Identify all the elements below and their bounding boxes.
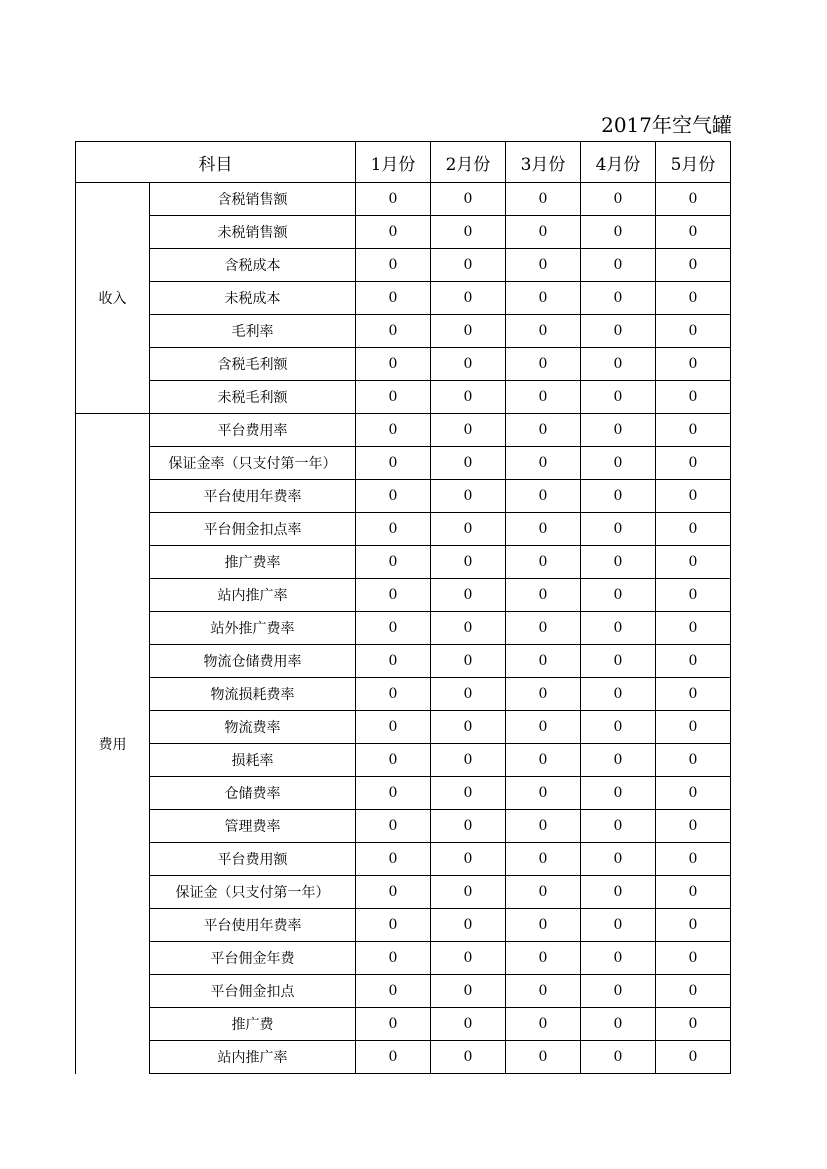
cell-month-1: 0 [356, 216, 431, 249]
cell-month-5: 0 [656, 183, 731, 216]
cell-month-1: 0 [356, 381, 431, 414]
cell-month-1: 0 [356, 249, 431, 282]
row-label: 平台费用额 [150, 843, 356, 876]
cell-month-2: 0 [431, 348, 506, 381]
table-row [76, 975, 731, 1008]
row-label: 物流费率 [150, 711, 356, 744]
row-label: 平台佣金扣点率 [150, 513, 356, 546]
cell-month-2: 0 [431, 711, 506, 744]
cell-month-3: 0 [506, 1008, 581, 1041]
cell-month-4: 0 [581, 876, 656, 909]
cell-month-1: 0 [356, 909, 431, 942]
cell-month-3: 0 [506, 843, 581, 876]
cell-month-4: 0 [581, 282, 656, 315]
table-row [76, 579, 731, 612]
table-row [76, 777, 731, 810]
cell-month-5: 0 [656, 216, 731, 249]
cell-month-1: 0 [356, 810, 431, 843]
header-subject: 科目 [76, 142, 356, 183]
cell-month-1: 0 [356, 744, 431, 777]
header-month-1: 1月份 [356, 142, 431, 183]
table-row [76, 876, 731, 909]
cell-month-4: 0 [581, 513, 656, 546]
cell-month-4: 0 [581, 942, 656, 975]
cell-month-5: 0 [656, 975, 731, 1008]
header-month-2: 2月份 [431, 142, 506, 183]
row-label: 保证金率（只支付第一年） [150, 447, 356, 480]
cell-month-5: 0 [656, 777, 731, 810]
cell-month-1: 0 [356, 348, 431, 381]
cell-month-4: 0 [581, 1008, 656, 1041]
header-month-3: 3月份 [506, 142, 581, 183]
row-label: 保证金（只支付第一年） [150, 876, 356, 909]
cell-month-1: 0 [356, 447, 431, 480]
cell-month-2: 0 [431, 612, 506, 645]
row-label: 站内推广率 [150, 579, 356, 612]
cell-month-4: 0 [581, 777, 656, 810]
cell-month-1: 0 [356, 183, 431, 216]
cell-month-4: 0 [581, 1041, 656, 1074]
cell-month-5: 0 [656, 282, 731, 315]
table-row [76, 1008, 731, 1041]
cell-month-3: 0 [506, 1041, 581, 1074]
cell-month-2: 0 [431, 678, 506, 711]
cell-month-5: 0 [656, 249, 731, 282]
row-label: 未税销售额 [150, 216, 356, 249]
cell-month-2: 0 [431, 546, 506, 579]
cell-month-4: 0 [581, 315, 656, 348]
cell-month-1: 0 [356, 678, 431, 711]
table-row [76, 447, 731, 480]
cell-month-5: 0 [656, 876, 731, 909]
cell-month-2: 0 [431, 975, 506, 1008]
cell-month-1: 0 [356, 546, 431, 579]
cell-month-3: 0 [506, 645, 581, 678]
cell-month-5: 0 [656, 843, 731, 876]
cell-month-3: 0 [506, 513, 581, 546]
cell-month-2: 0 [431, 315, 506, 348]
cell-month-4: 0 [581, 348, 656, 381]
table-row [76, 249, 731, 282]
cell-month-1: 0 [356, 777, 431, 810]
row-label: 平台佣金年费 [150, 942, 356, 975]
table-row [76, 645, 731, 678]
row-label: 站内推广率 [150, 1041, 356, 1074]
cell-month-1: 0 [356, 579, 431, 612]
cell-month-1: 0 [356, 1008, 431, 1041]
cell-month-2: 0 [431, 579, 506, 612]
cell-month-2: 0 [431, 876, 506, 909]
cell-month-2: 0 [431, 282, 506, 315]
cell-month-5: 0 [656, 744, 731, 777]
cell-month-5: 0 [656, 678, 731, 711]
cell-month-1: 0 [356, 1041, 431, 1074]
cell-month-3: 0 [506, 975, 581, 1008]
cell-month-1: 0 [356, 612, 431, 645]
cell-month-2: 0 [431, 447, 506, 480]
cell-month-3: 0 [506, 348, 581, 381]
table-row [76, 711, 731, 744]
cell-month-5: 0 [656, 579, 731, 612]
cell-month-3: 0 [506, 579, 581, 612]
group-label: 收入 [76, 183, 150, 414]
cell-month-4: 0 [581, 975, 656, 1008]
table-row [76, 216, 731, 249]
cell-month-4: 0 [581, 447, 656, 480]
cell-month-5: 0 [656, 810, 731, 843]
row-label: 含税毛利额 [150, 348, 356, 381]
cell-month-5: 0 [656, 1041, 731, 1074]
cell-month-5: 0 [656, 645, 731, 678]
row-label: 含税成本 [150, 249, 356, 282]
table-row [76, 282, 731, 315]
table-row [76, 381, 731, 414]
cell-month-5: 0 [656, 909, 731, 942]
cell-month-2: 0 [431, 513, 506, 546]
cell-month-2: 0 [431, 414, 506, 447]
cell-month-2: 0 [431, 381, 506, 414]
cell-month-4: 0 [581, 810, 656, 843]
table-row [76, 843, 731, 876]
cell-month-2: 0 [431, 810, 506, 843]
table-row [76, 678, 731, 711]
cell-month-5: 0 [656, 480, 731, 513]
table-row [76, 414, 731, 447]
header-row [76, 142, 731, 183]
table-row [76, 315, 731, 348]
cell-month-1: 0 [356, 975, 431, 1008]
cell-month-3: 0 [506, 711, 581, 744]
group-label: 费用 [76, 414, 150, 1074]
row-label: 物流仓储费用率 [150, 645, 356, 678]
row-label: 未税成本 [150, 282, 356, 315]
cell-month-5: 0 [656, 1008, 731, 1041]
cell-month-3: 0 [506, 876, 581, 909]
cell-month-4: 0 [581, 711, 656, 744]
cell-month-4: 0 [581, 612, 656, 645]
table-row [76, 513, 731, 546]
cell-month-2: 0 [431, 744, 506, 777]
cell-month-1: 0 [356, 315, 431, 348]
cell-month-3: 0 [506, 282, 581, 315]
cell-month-3: 0 [506, 216, 581, 249]
cell-month-2: 0 [431, 249, 506, 282]
cell-month-3: 0 [506, 612, 581, 645]
cell-month-3: 0 [506, 678, 581, 711]
cell-month-3: 0 [506, 447, 581, 480]
cell-month-3: 0 [506, 777, 581, 810]
row-label: 站外推广费率 [150, 612, 356, 645]
header-month-4: 4月份 [581, 142, 656, 183]
cell-month-2: 0 [431, 1041, 506, 1074]
table-row [76, 546, 731, 579]
row-label: 物流损耗费率 [150, 678, 356, 711]
row-label: 管理费率 [150, 810, 356, 843]
table-row [76, 612, 731, 645]
row-label: 平台使用年费率 [150, 480, 356, 513]
cell-month-3: 0 [506, 909, 581, 942]
cell-month-4: 0 [581, 546, 656, 579]
cell-month-2: 0 [431, 1008, 506, 1041]
cell-month-4: 0 [581, 744, 656, 777]
cell-month-5: 0 [656, 348, 731, 381]
cell-month-3: 0 [506, 480, 581, 513]
table-row [76, 942, 731, 975]
cell-month-4: 0 [581, 579, 656, 612]
cell-month-3: 0 [506, 546, 581, 579]
cell-month-2: 0 [431, 843, 506, 876]
cell-month-3: 0 [506, 810, 581, 843]
table-row [76, 1041, 731, 1074]
row-label: 推广费 [150, 1008, 356, 1041]
cell-month-3: 0 [506, 942, 581, 975]
row-label: 未税毛利额 [150, 381, 356, 414]
cell-month-2: 0 [431, 942, 506, 975]
header-month-5: 5月份 [656, 142, 731, 183]
sheet-title: 2017年空气罐 [601, 113, 732, 137]
cell-month-1: 0 [356, 282, 431, 315]
cell-month-5: 0 [656, 315, 731, 348]
cell-month-4: 0 [581, 645, 656, 678]
cell-month-4: 0 [581, 678, 656, 711]
cell-month-4: 0 [581, 216, 656, 249]
cell-month-4: 0 [581, 480, 656, 513]
cell-month-1: 0 [356, 414, 431, 447]
row-label: 平台费用率 [150, 414, 356, 447]
cell-month-3: 0 [506, 414, 581, 447]
row-label: 损耗率 [150, 744, 356, 777]
cell-month-1: 0 [356, 645, 431, 678]
cell-month-4: 0 [581, 183, 656, 216]
row-label: 仓储费率 [150, 777, 356, 810]
table-row [76, 810, 731, 843]
cell-month-2: 0 [431, 909, 506, 942]
table-row [76, 183, 731, 216]
cell-month-5: 0 [656, 612, 731, 645]
table-row [76, 909, 731, 942]
cell-month-1: 0 [356, 711, 431, 744]
cell-month-5: 0 [656, 546, 731, 579]
cell-month-4: 0 [581, 843, 656, 876]
cell-month-1: 0 [356, 942, 431, 975]
cell-month-3: 0 [506, 315, 581, 348]
cell-month-5: 0 [656, 447, 731, 480]
row-label: 平台佣金扣点 [150, 975, 356, 1008]
cell-month-5: 0 [656, 414, 731, 447]
row-label: 毛利率 [150, 315, 356, 348]
cell-month-1: 0 [356, 876, 431, 909]
cell-month-1: 0 [356, 843, 431, 876]
cell-month-4: 0 [581, 381, 656, 414]
cell-month-2: 0 [431, 777, 506, 810]
row-label: 推广费率 [150, 546, 356, 579]
table-row [76, 744, 731, 777]
table-row [76, 348, 731, 381]
cell-month-3: 0 [506, 183, 581, 216]
cell-month-2: 0 [431, 183, 506, 216]
cell-month-2: 0 [431, 216, 506, 249]
cell-month-1: 0 [356, 480, 431, 513]
cell-month-4: 0 [581, 909, 656, 942]
cell-month-1: 0 [356, 513, 431, 546]
row-label: 平台使用年费率 [150, 909, 356, 942]
cell-month-5: 0 [656, 942, 731, 975]
cell-month-2: 0 [431, 480, 506, 513]
cell-month-5: 0 [656, 711, 731, 744]
cell-month-4: 0 [581, 249, 656, 282]
cell-month-2: 0 [431, 645, 506, 678]
finance-table [75, 141, 731, 1074]
cell-month-5: 0 [656, 513, 731, 546]
table-row [76, 480, 731, 513]
cell-month-5: 0 [656, 381, 731, 414]
cell-month-3: 0 [506, 249, 581, 282]
cell-month-4: 0 [581, 414, 656, 447]
cell-month-3: 0 [506, 381, 581, 414]
row-label: 含税销售额 [150, 183, 356, 216]
cell-month-3: 0 [506, 744, 581, 777]
